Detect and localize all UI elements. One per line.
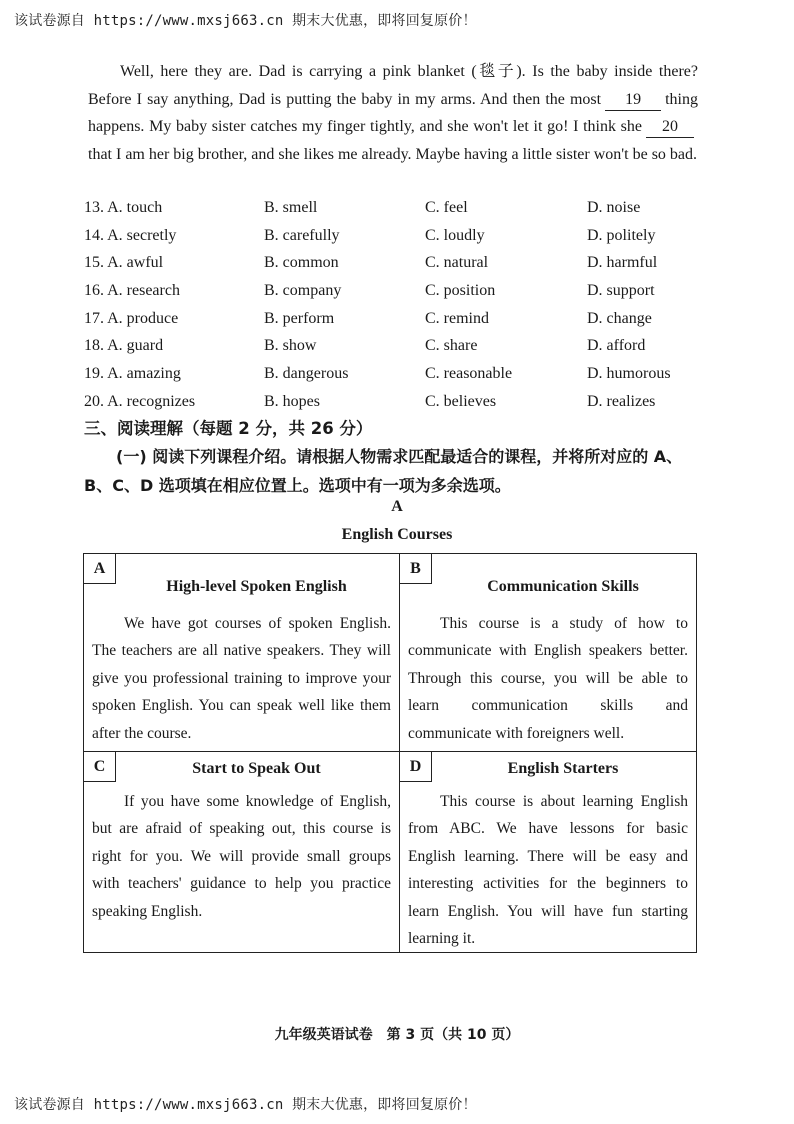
courses-table — [83, 553, 697, 953]
course-card-a — [84, 554, 400, 752]
option-row — [84, 388, 704, 416]
option-b: B. carefully — [264, 226, 340, 244]
course-card-d — [400, 752, 696, 952]
course-name: English Starters — [507, 760, 619, 777]
passage-text-part2: thing happens. My baby sister catches my finger tightly, and she won't let it go! I think she — [88, 90, 698, 135]
course-letter: A — [84, 554, 116, 584]
course-name: Communication Skills — [487, 578, 639, 595]
option-d: D. harmful — [587, 254, 658, 272]
blank-19: 19 — [605, 90, 661, 111]
option-b: B. company — [264, 281, 342, 299]
option-d: D. noise — [587, 198, 641, 216]
course-name: Start to Speak Out — [192, 760, 321, 777]
option-a: 16. A. research — [84, 281, 180, 299]
course-name: High-level Spoken English — [166, 578, 347, 595]
section-instruction — [84, 442, 700, 500]
option-d: D. humorous — [587, 364, 671, 382]
course-card-c — [84, 752, 400, 952]
option-row — [84, 277, 704, 305]
option-b: B. perform — [264, 309, 335, 327]
option-b: B. dangerous — [264, 364, 349, 382]
option-c: C. remind — [425, 309, 489, 327]
option-row — [84, 194, 704, 222]
option-d: D. change — [587, 309, 652, 327]
option-a: 20. A. recognizes — [84, 392, 196, 410]
course-description: We have got courses of spoken English. The teachers are all native speakers. They will give you professional training to improve your spoken English. You can speak well like them after the course. — [92, 615, 391, 742]
passage-paragraph — [88, 58, 698, 168]
bottom-promo-banner: 该试卷源自 https://www.mxsj663.cn 期末大优惠，即将回复原价！ — [14, 1097, 477, 1113]
option-c: C. feel — [425, 198, 468, 216]
blank-20: 20 — [646, 117, 694, 138]
passage-text-part1: Well, here they are. Dad is carrying a pink blanket (毯子). Is the baby inside there? Before I say anything, Dad is putting the baby in my arms. And then the most — [88, 63, 698, 108]
answer-options-list — [84, 194, 704, 416]
course-letter: D — [400, 752, 432, 782]
option-d: D. afford — [587, 337, 646, 355]
option-d: D. realizes — [587, 392, 656, 410]
option-row — [84, 360, 704, 388]
option-a: 19. A. amazing — [84, 364, 181, 382]
option-a: 17. A. produce — [84, 309, 179, 327]
option-c: C. share — [425, 337, 478, 355]
option-row — [84, 249, 704, 277]
option-b: B. show — [264, 337, 317, 355]
section-heading: 三、阅读理解（每题 2 分，共 26 分） — [84, 419, 373, 438]
option-d: D. politely — [587, 226, 656, 244]
option-a: 14. A. secretly — [84, 226, 177, 244]
top-promo-banner: 该试卷源自 https://www.mxsj663.cn 期末大优惠，即将回复原价！ — [14, 13, 477, 29]
courses-title: English Courses — [341, 526, 453, 543]
passage-text-part3: that I am her big brother, and she likes me already. Maybe having a little sister won't be so bad. — [88, 145, 698, 163]
cloze-passage — [88, 58, 698, 168]
option-c: C. believes — [425, 392, 497, 410]
option-row — [84, 222, 704, 250]
course-card-b — [400, 554, 696, 752]
option-d: D. support — [587, 281, 655, 299]
option-a: 15. A. awful — [84, 254, 164, 272]
option-c: C. natural — [425, 254, 489, 272]
option-b: B. common — [264, 254, 339, 272]
option-b: B. smell — [264, 198, 318, 216]
course-description: If you have some knowledge of English, but are afraid of speaking out, this course is right for you. We will provide small groups with teachers' guidance to help you practice speaking English. — [92, 793, 391, 920]
option-c: C. reasonable — [425, 364, 513, 382]
option-a: 13. A. touch — [84, 198, 163, 216]
course-description: This course is about learning English from ABC. We have lessons for basic English learning. There will be easy and interesting activities for the beginners to learn English. You will have fun starting learning it. — [408, 793, 688, 948]
part-label: A — [391, 498, 403, 515]
course-description: This course is a study of how to communicate with English speakers better. Through this course, you will be able to learn communication skills and communicate with foreigners well. — [408, 615, 688, 742]
option-a: 18. A. guard — [84, 337, 164, 355]
option-c: C. position — [425, 281, 496, 299]
course-letter: B — [400, 554, 432, 584]
option-row — [84, 332, 704, 360]
option-c: C. loudly — [425, 226, 485, 244]
option-row — [84, 305, 704, 333]
page-footer: 九年级英语试卷 第 3 页（共 10 页） — [274, 1027, 520, 1043]
course-letter: C — [84, 752, 116, 782]
instruction-text: (一) 阅读下列课程介绍。请根据人物需求匹配最适合的课程，并将所对应的 A、B、C、D 选项填在相应位置上。选项中有一项为多余选项。 — [84, 447, 683, 495]
option-b: B. hopes — [264, 392, 320, 410]
